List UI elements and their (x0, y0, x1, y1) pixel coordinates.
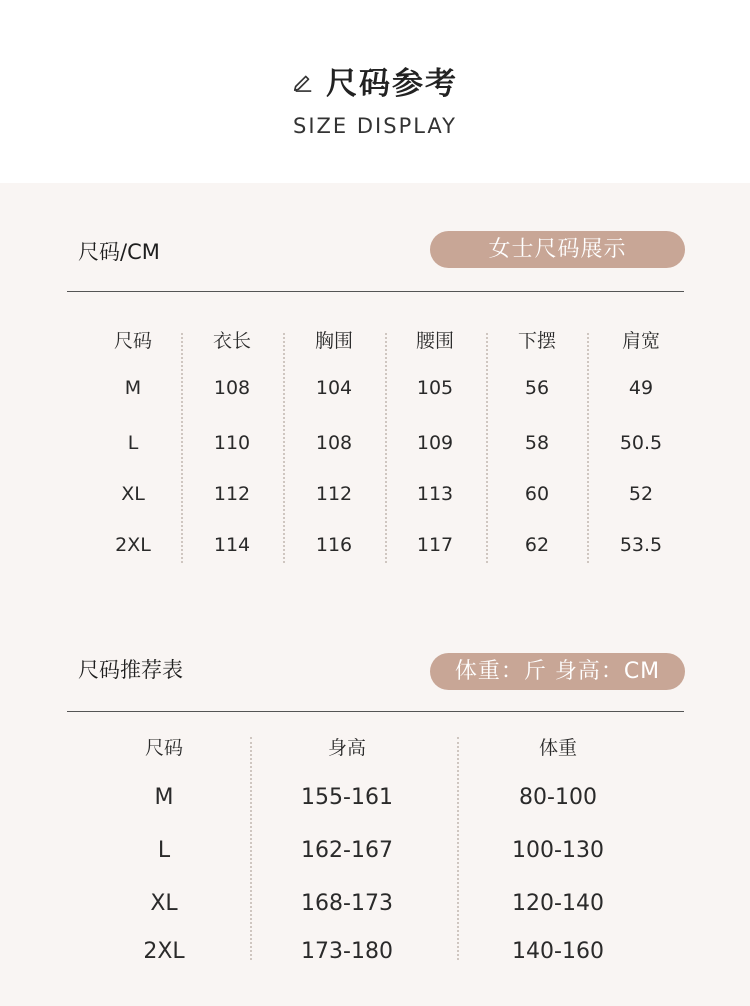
table-cell: M (124, 377, 142, 399)
column-divider (457, 737, 459, 960)
table-cell: 105 (416, 377, 454, 399)
table-cell: 113 (416, 483, 454, 505)
column-header: 尺码 (113, 330, 153, 352)
table-cell: 104 (315, 377, 353, 399)
page-subtitle: SIZE DISPLAY (293, 114, 457, 138)
recommend-chart-badge: 体重：斤 身高：CM (430, 653, 685, 690)
page-title: 尺码参考 (326, 66, 458, 102)
column-divider (486, 333, 488, 563)
table-cell: 60 (524, 483, 550, 505)
table-cell: XL (121, 483, 145, 505)
size-panel (0, 183, 750, 1006)
table-cell: 114 (213, 534, 251, 556)
table-cell: 100-130 (512, 838, 604, 863)
table-cell: 58 (524, 432, 550, 454)
size-chart-divider (67, 291, 684, 292)
column-divider (283, 333, 285, 563)
table-cell: 62 (524, 534, 550, 556)
table-cell: 2XL (115, 534, 151, 556)
recommend-chart-divider (67, 711, 684, 712)
column-divider (181, 333, 183, 563)
table-cell: 80-100 (519, 785, 597, 810)
table-cell: 52 (628, 483, 654, 505)
table-cell: 116 (315, 534, 353, 556)
table-cell: 155-161 (301, 785, 393, 810)
table-cell: L (157, 838, 171, 863)
page-title-row (0, 58, 750, 103)
table-cell: 120-140 (512, 891, 604, 916)
header-section (0, 0, 750, 183)
column-header: 体重 (538, 737, 578, 759)
size-chart-title: 尺码/CM (78, 240, 160, 264)
column-header: 胸围 (314, 330, 354, 352)
table-cell: 56 (524, 377, 550, 399)
column-header: 身高 (327, 737, 367, 759)
table-cell: 110 (213, 432, 251, 454)
column-header: 尺码 (144, 737, 184, 759)
column-header: 衣长 (212, 330, 252, 352)
column-header: 腰围 (415, 330, 455, 352)
table-cell: 49 (628, 377, 654, 399)
column-header: 肩宽 (621, 330, 661, 352)
table-cell: 117 (416, 534, 454, 556)
table-cell: XL (150, 891, 178, 916)
column-divider (587, 333, 589, 563)
table-cell: L (127, 432, 139, 454)
table-cell: 173-180 (301, 939, 393, 964)
table-cell: 112 (213, 483, 251, 505)
pen-icon (292, 70, 314, 92)
table-cell: 108 (315, 432, 353, 454)
table-cell: M (154, 785, 174, 810)
table-cell: 108 (213, 377, 251, 399)
table-cell: 2XL (143, 939, 185, 964)
table-cell: 140-160 (512, 939, 604, 964)
table-cell: 53.5 (619, 534, 663, 556)
table-cell: 162-167 (301, 838, 393, 863)
recommend-chart-title: 尺码推荐表 (78, 658, 183, 682)
column-header: 下摆 (517, 330, 557, 352)
table-cell: 168-173 (301, 891, 393, 916)
table-cell: 109 (416, 432, 454, 454)
table-cell: 50.5 (619, 432, 663, 454)
table-cell: 112 (315, 483, 353, 505)
column-divider (250, 737, 252, 960)
column-divider (385, 333, 387, 563)
size-chart-badge: 女士尺码展示 (430, 231, 685, 268)
